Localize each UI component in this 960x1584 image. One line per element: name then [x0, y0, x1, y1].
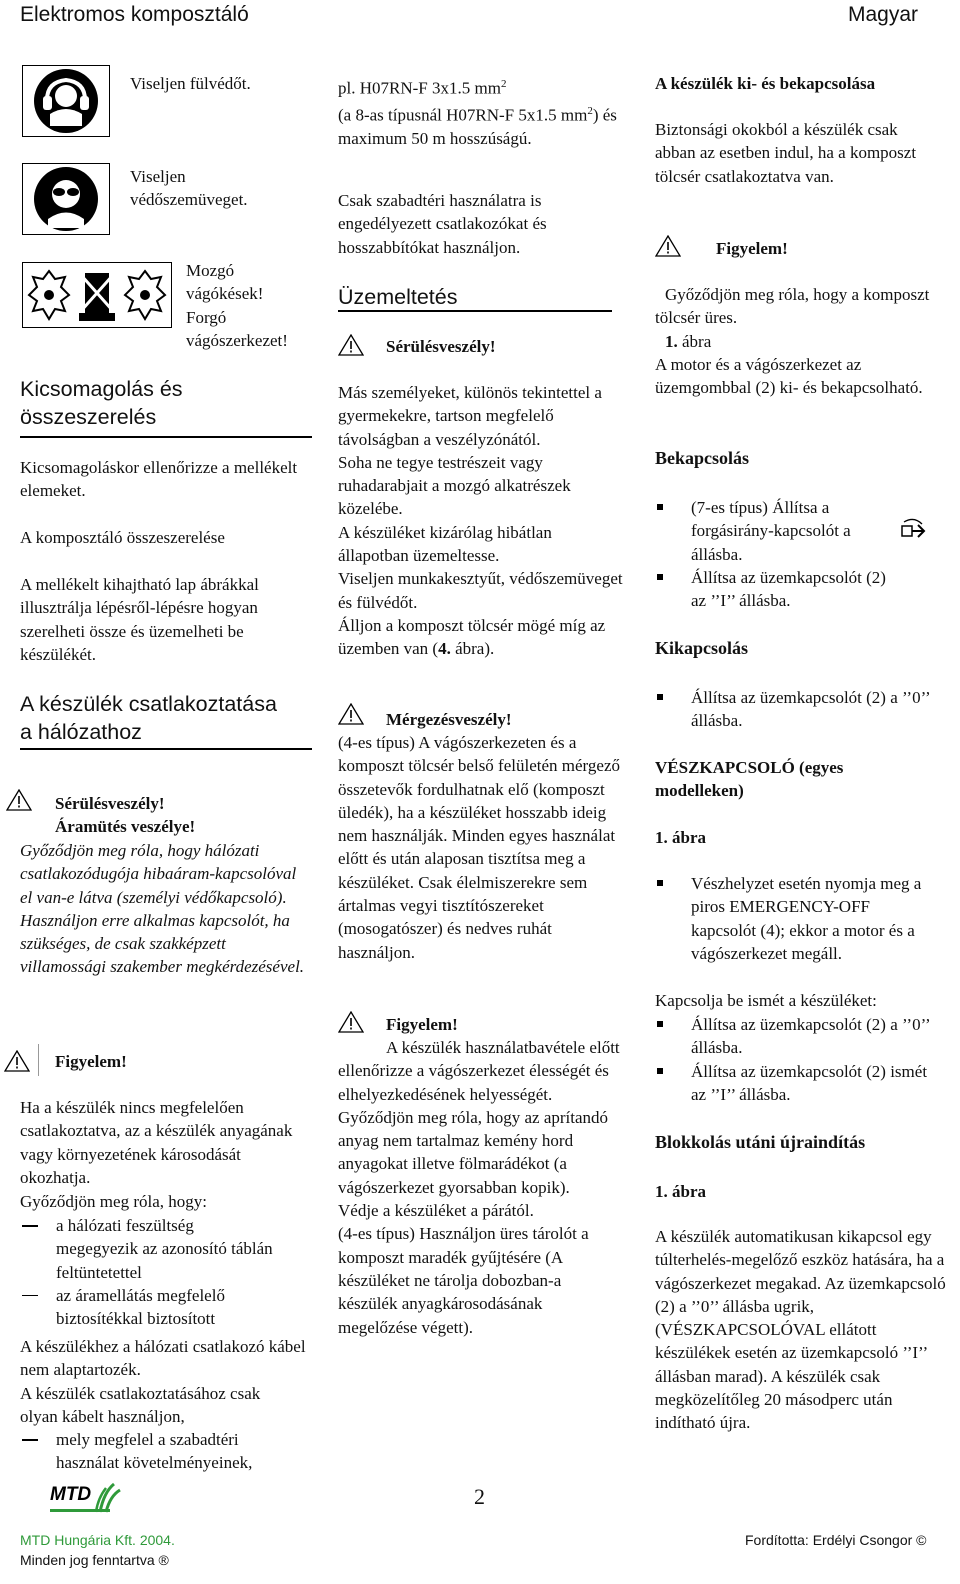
outdoor-connectors-text: Csak szabadtéri használatra is engedélyezett csatlakozókat és hosszabbítókat használjon. [338, 191, 547, 257]
eye-protection-icon [22, 163, 110, 235]
blockage-restart-title: Blokkolás utáni újraindítás [655, 1132, 866, 1152]
injury-text: Más személyeket, különös tekintettel a gyermekekre, tartson megfelelő távolságban a veszélyzónától. Soha ne tegye testrészeit vagy ruhadarabjait a mozgó alkatrészek közelébe. A készüléket kizárólag hibátlan állapotban üzemeltesse. Viseljen munkakesztyűt, védőszemüveget és fülvédőt. Álljon a komposzt tölcsér mögé míg az üzemben van (4. ábra). [338, 383, 623, 659]
switch-on-title: Bekapcsolás [655, 448, 750, 468]
attention-label: Figyelem! [716, 239, 788, 258]
list-item: Vészhelyzet esetén nyomja meg a piros EMERGENCY-OFF kapcsolót (4); ekkor a motor és a vágószerkezet megáll. [655, 872, 935, 965]
section-divider [338, 310, 612, 312]
restart-list [655, 1013, 935, 1106]
restart-intro: Kapcsolja be ismét a készüléket: [655, 991, 877, 1010]
list-item: az áramellátás megfelelő biztosítékkal biztosított [20, 1284, 280, 1331]
warning-triangle-icon [338, 334, 364, 356]
rcd-warning-text: Győződjön meg róla, hogy hálózati csatlakozódugója hibaáram-kapcsolóval el van-e látva (személyi védőkapcsoló). Használjon erre alkalmas kapcsolót, ha szükséges, de csak szakképzett villamossági szakember megkérdezésével. [20, 841, 305, 977]
emergency-title: VÉSZKAPCSOLÓ (egyes modelleken) [655, 758, 844, 801]
connect-title: A készülék csatlakoztatása a hálózathoz [20, 692, 277, 744]
connection-warning-text: Ha a készülék nincs megfelelően csatlakoztatva, az a készülék anyagának vagy környezetének károsodását okozhatja. [20, 1098, 293, 1187]
check-list [20, 1214, 280, 1330]
onoff-text: Biztonsági okokból a készülék csak abban az esetben indul, ha a komposzt tölcsér csatlakoztatva van. [655, 120, 917, 186]
unpack-title: Kicsomagolás és összeszerelés [20, 377, 183, 429]
header-language: Magyar [847, 3, 918, 26]
emergency-list [655, 872, 935, 965]
header-title: Elektromos komposztáló [20, 3, 249, 26]
cable-list [20, 1428, 300, 1475]
unpack-text: Kicsomagoláskor ellenőrizze a mellékelt elemeket. [20, 458, 298, 501]
cable-text: A készülékhez a hálózati csatlakozó kábel nem alaptartozék. [20, 1337, 306, 1380]
poison-text: (4-es típus) A vágószerkezeten és a komposzt tölcsér belső felületén mérgező összetevők fordulhatnak elő (komposzt üledék), ha a készüléket hosszabb ideig nem használják. Minden egyes használat előtt és után alaposan tisztítsa meg a készüléket. Csak élelmiszerekre sem ártalmas vegyi tisztítószereket (mosogatószer) és nedves ruhát használjon. [338, 733, 620, 962]
attention-label: Figyelem! [55, 1052, 127, 1071]
attention-label: Figyelem! [386, 1015, 458, 1034]
blades-label: Mozgó vágókések! Forgó vágószerkezet! [186, 261, 288, 350]
cable-spec-text: pl. H07RN-F 3x1.5 $mm^2$ (a 8-as típusnál H07RN-F 5x1.5 $mm^2$) és maximum 50 m hosszúságú. [338, 78, 617, 148]
warning-triangle-icon [4, 1044, 39, 1076]
warning-triangle-icon [338, 1011, 364, 1033]
switch-on-list [655, 496, 895, 612]
footer-translator: Fordította: Erdélyi Csongor © [745, 1532, 927, 1548]
mtd-logo [50, 1482, 122, 1516]
warning-triangle-icon [6, 789, 32, 811]
warning-triangle-icon [338, 703, 364, 725]
section-divider [20, 436, 312, 438]
blockage-figure-ref: 1. ábra [655, 1182, 706, 1201]
footer-company: MTD Hungária Kft. 2004. [20, 1532, 175, 1548]
onoff-title: A készülék ki- és bekapcsolása [655, 74, 876, 93]
injury-warning-label: Sérülésveszély! [386, 337, 496, 356]
switch-off-title: Kikapcsolás [655, 638, 749, 658]
attention-text: A készülék használatbavétele előtt ellenőrizze a vágószerkezet élességét és elhelyezkedésének helyességét. Győződjön meg róla, hogy az aprítandó anyag nem tartalmaz kemény hord anyagokat illetve fölmarádékot (a vágószerkezet gyorsabban kopik). Védje a készüléket a párától. (4-es típus) Használjon üres tárolót a komposzt maradék gyűjtésére (A készüléket ne tárolja dobozban-a készülék anyagkárosodásának megelőzése végett). [338, 1038, 620, 1337]
section-divider [20, 748, 312, 750]
list-item: mely megfelel a szabadtéri használat követelményeinek, [20, 1428, 300, 1475]
list-item: Állítsa az üzemkapcsolót (2) ismét az ’’I’’ állásba. [655, 1060, 935, 1107]
check-intro: Győződjön meg róla, hogy: [20, 1192, 207, 1211]
page-number: 2 [474, 1484, 485, 1509]
ear-protection-icon [22, 65, 110, 137]
emergency-figure-ref: 1. ábra [655, 828, 706, 847]
cable-text-2: A készülék csatlakoztatásához csak olyan kábelt használjon, [20, 1384, 261, 1427]
operation-title: Üzemeltetés [338, 285, 458, 309]
assembly-title: A komposztáló összeszerelése [20, 528, 225, 547]
footer-rights: Minden jog fenntartva ® [20, 1552, 169, 1568]
list-item: a hálózati feszültség megegyezik az azonosító táblán feltüntetettel [20, 1214, 280, 1284]
logo-text: MTD [50, 1484, 92, 1505]
list-item: Állítsa az üzemkapcsolót (2) az ’’I’’ állásba. [655, 566, 895, 613]
poison-warning-label: Mérgezésveszély! [386, 710, 512, 729]
warning-triangle-icon [655, 235, 681, 257]
eye-protection-label: Viseljen védőszemüveget. [130, 167, 248, 210]
assembly-text: A mellékelt kihajtható lap ábrákkal illusztrálja lépésről-lépésre hogyan szerelheti össze és üzemelheti be készülékét. [20, 575, 259, 664]
rotation-direction-icon [900, 518, 928, 549]
warning-injury-shock: Sérülésveszély! Áramütés veszélye! [55, 794, 196, 837]
list-item: Állítsa az üzemkapcsolót (2) a ’’0’’ állásba. [655, 686, 935, 733]
check-empty-text: Győződjön meg róla, hogy a komposzt tölcsér üres. 1. ábra A motor és a vágószerkezet az üzemgombbal (2) ki- és bekapcsolható. [655, 285, 930, 398]
rotating-blades-icon [22, 262, 172, 328]
switch-off-list [655, 686, 935, 733]
blockage-text: A készülék automatikusan kikapcsol egy túlterhelés-megelőző eszköz hatására, ha a vágószerkezet megakad. Az üzemkapcsoló (2) a ’’0’’ állásba ugrik, (VÉSZKAPCSOLÓVAL ellátott készülékek esetén az üzemkapcsoló ’’I’’ állásban marad). A készülék csak megközelítőleg 20 másodperc után indítható újra. [655, 1227, 946, 1433]
ear-protection-label: Viseljen fülvédőt. [130, 74, 251, 93]
list-item: Állítsa az üzemkapcsolót (2) a ’’0’’ állásba. [655, 1013, 935, 1060]
list-item: (7-es típus) Állítsa a forgásirány-kapcsolót a állásba. [655, 496, 895, 566]
